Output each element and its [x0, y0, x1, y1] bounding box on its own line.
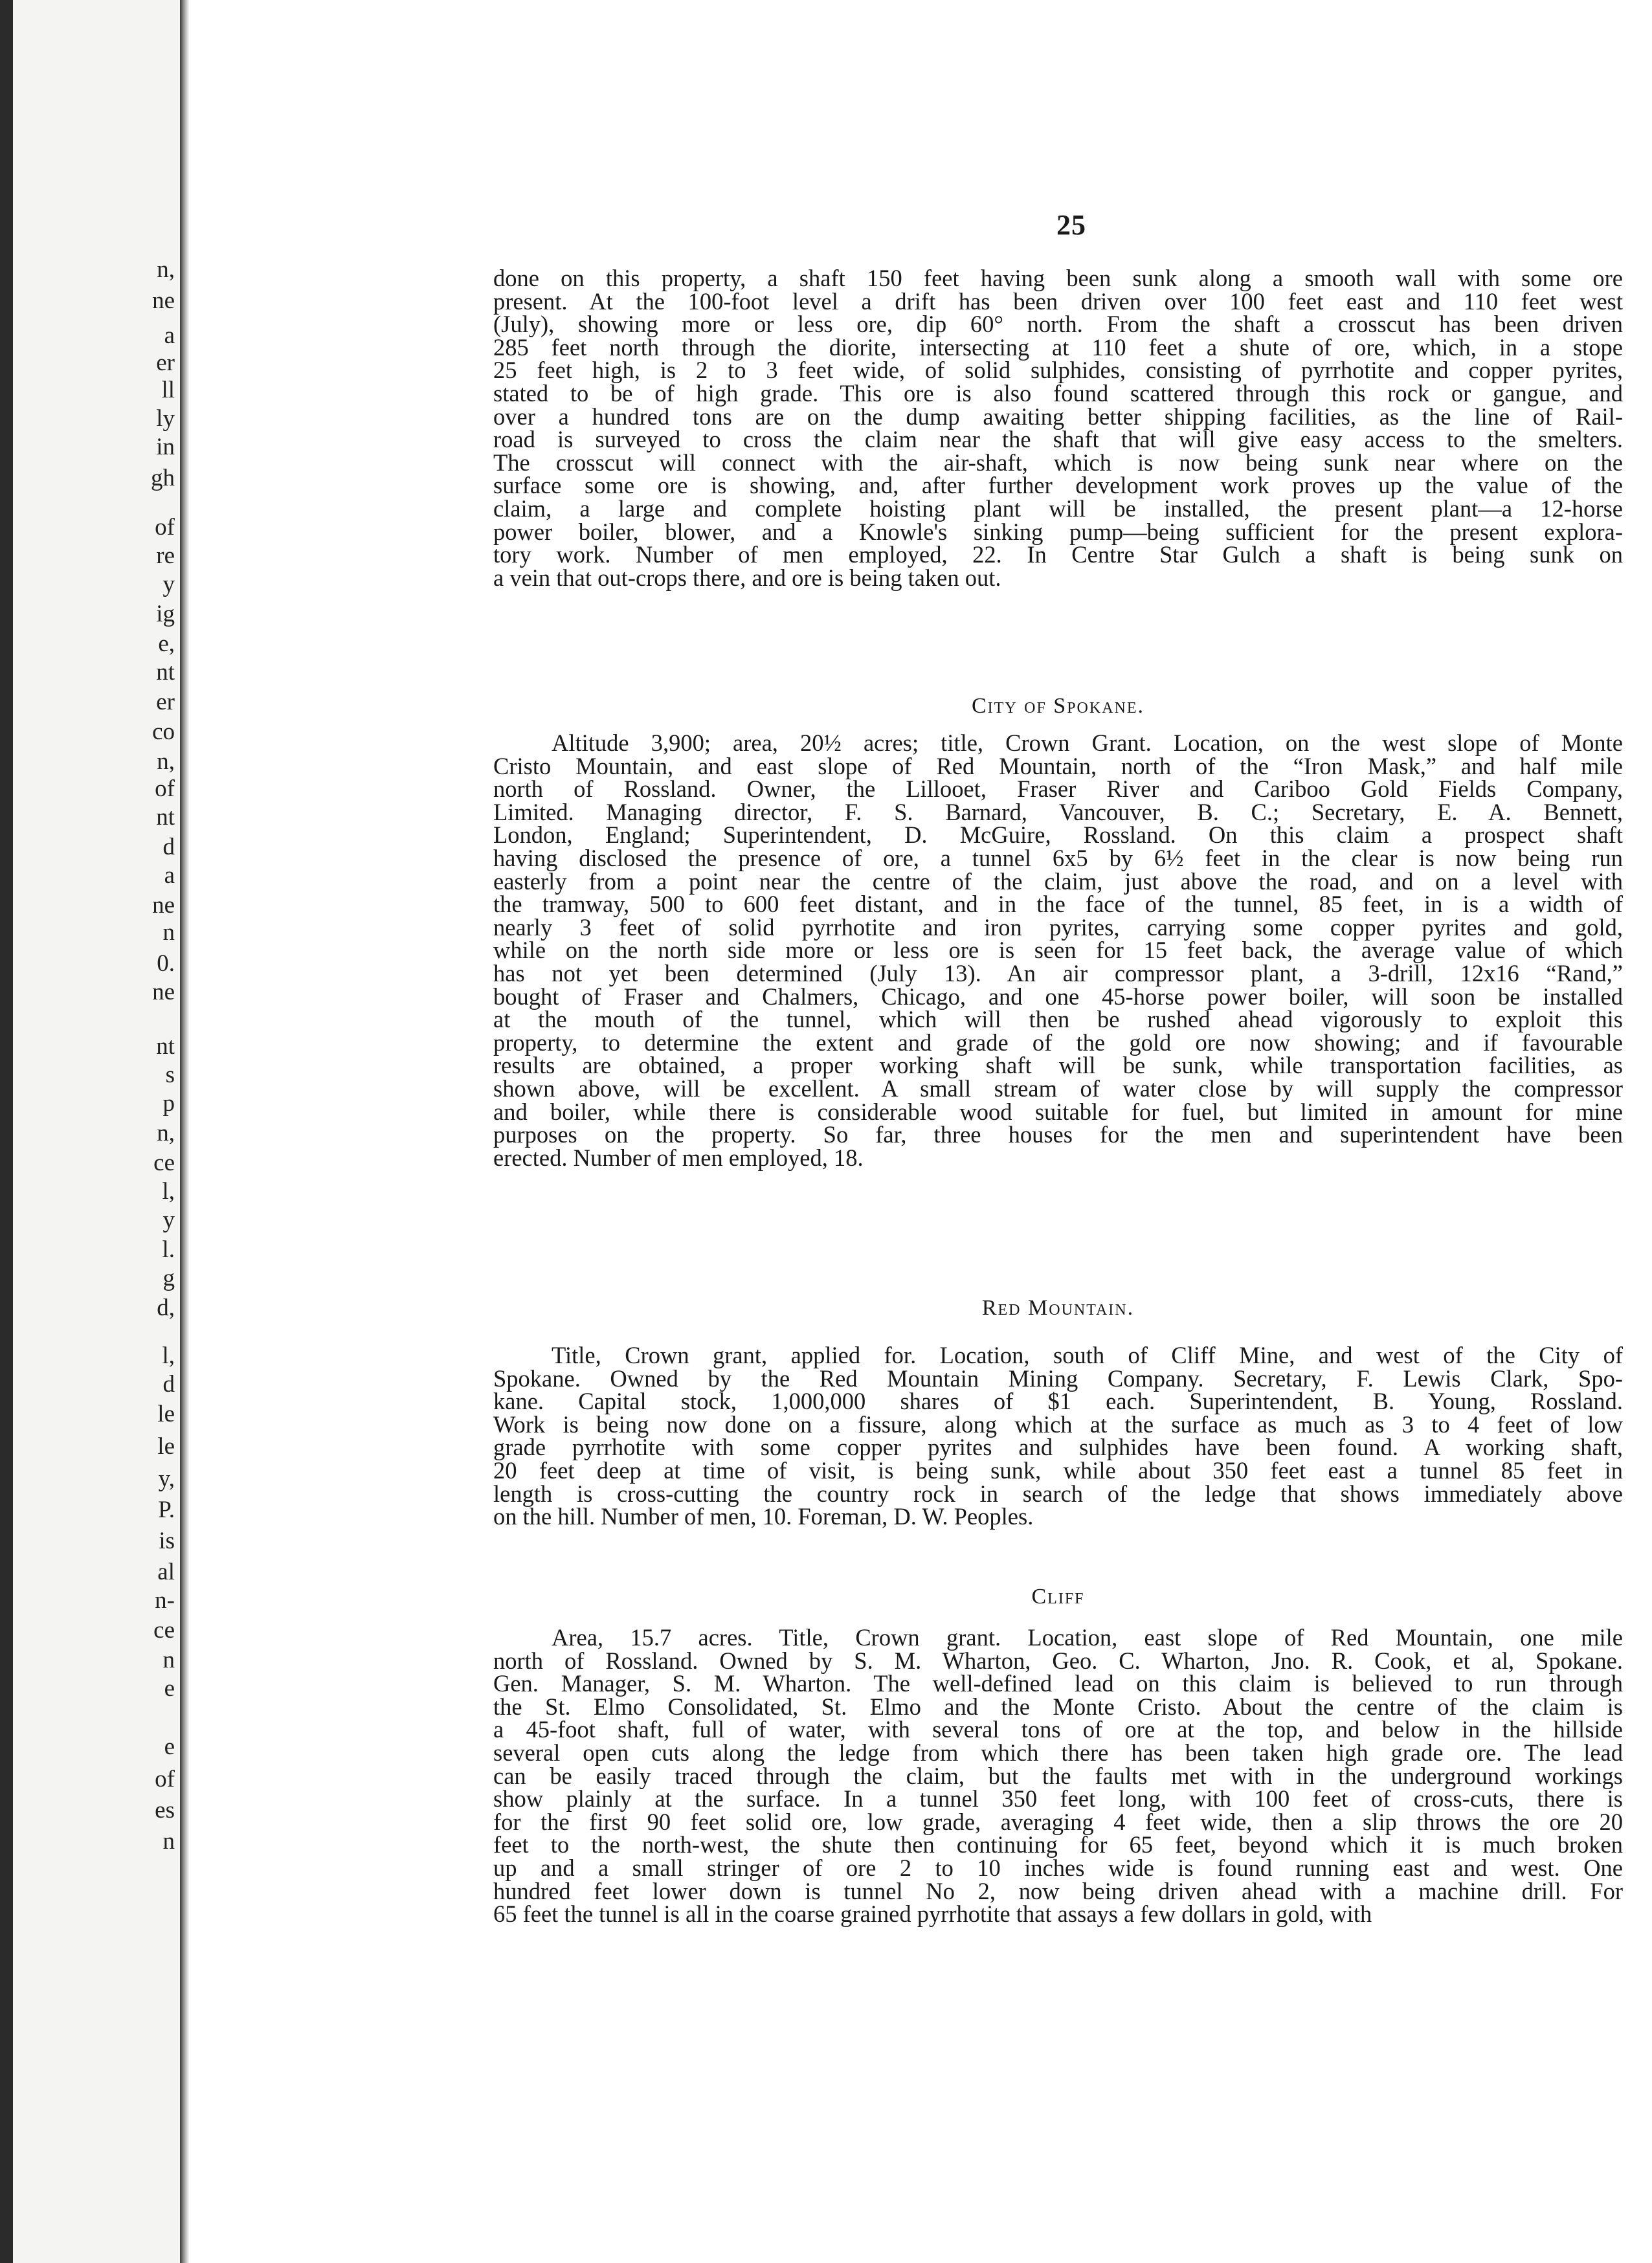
- text-line: kane. Capital stock, 1,000,000 shares of $1 each. Superintendent, B. Young, Rossland.: [493, 1388, 1623, 1415]
- text-line: easterly from a point near the centre of the claim, just above the road, and on a level with: [493, 867, 1623, 895]
- paragraph-city-of-spokane-continued: [493, 267, 1623, 589]
- text-line: can be easily traced through the claim, but the faults met with in the underground workings: [493, 1762, 1623, 1789]
- text-line: the tramway, 500 to 600 feet distant, and in the face of the tunnel, 85 feet, in is a width of: [493, 891, 1623, 918]
- adjacent-page-fragment: ne: [152, 979, 175, 1005]
- text-line: has not yet been determined (July 13). An air compressor plant, a 3-drill, 12x16 “Rand,”: [493, 959, 1623, 987]
- text-line: stated to be of high grade. This ore is also found scattered through this rock or gangue, and: [493, 379, 1623, 407]
- adjacent-page-fragment: e,: [158, 630, 175, 657]
- text-line: having disclosed the presence of ore, a tunnel 6x5 by 6½ feet in the clear is now being run: [493, 844, 1623, 871]
- text-line: 25 feet high, is 2 to 3 feet wide, of solid sulphides, consisting of pyrrhotite and copper pyrites,: [493, 357, 1623, 384]
- text-line: (July), showing more or less ore, dip 60° north. From the shaft a crosscut has been driven: [493, 311, 1623, 338]
- adjacent-page-fragment: y: [162, 571, 175, 597]
- adjacent-page-fragment: n: [162, 1647, 175, 1673]
- text-line: surface some ore is showing, and, after further development work proves up the value of the: [493, 472, 1623, 499]
- text-line: Gen. Manager, S. M. Wharton. The well-defined lead on this claim is believed to run through: [493, 1670, 1623, 1697]
- text-line: purposes on the property. So far, three houses for the men and superintendent have been: [493, 1121, 1623, 1148]
- paragraph-city-of-spokane: [493, 731, 1623, 1169]
- adjacent-page-fragment: a: [164, 322, 175, 349]
- adjacent-page-fragment: P.: [158, 1497, 175, 1523]
- section-heading-city-of-spokane: City of Spokane.: [971, 694, 1145, 718]
- adjacent-page-fragment: is: [159, 1528, 175, 1554]
- text-line: for the first 90 feet solid ore, low grade, averaging 4 feet wide, then a slip throws the ore 20: [493, 1808, 1623, 1835]
- adjacent-page-fragment: ig: [156, 601, 175, 627]
- text-line: a vein that out-crops there, and ore is being taken out.: [493, 564, 1001, 591]
- text-line: length is cross-cutting the country rock in search of the ledge that shows immediately above: [493, 1480, 1623, 1507]
- text-line: several open cuts along the ledge from which there has been taken high grade ore. The lead: [493, 1739, 1623, 1766]
- text-line: 285 feet north through the diorite, intersecting at 110 feet a shute of ore, which, in a stope: [493, 333, 1623, 361]
- adjacent-page-fragment: d,: [157, 1295, 175, 1321]
- paragraph-cliff: [493, 1626, 1623, 1926]
- text-line: present. At the 100-foot level a drift has been driven over 100 feet east and 110 feet west: [493, 287, 1623, 315]
- document-page: [189, 0, 1652, 2263]
- text-line: north of Rossland. Owner, the Lillooet, Fraser River and Cariboo Gold Fields Company,: [493, 775, 1623, 803]
- text-line: on the hill. Number of men, 10. Foreman, D. W. Peoples.: [493, 1503, 1034, 1530]
- text-line: claim, a large and complete hoisting plant will be installed, the present plant—a 12-horse: [493, 495, 1623, 522]
- page-number: 25: [1056, 209, 1086, 241]
- text-line: results are obtained, a proper working shaft will be sunk, while transportation facilities, as: [493, 1052, 1623, 1079]
- adjacent-page-fragment: nt: [156, 1033, 175, 1060]
- adjacent-page-fragment: a: [164, 862, 175, 889]
- text-line: and boiler, while there is considerable wood suitable for fuel, but limited in amount for mine: [493, 1098, 1623, 1125]
- adjacent-page-fragment: le: [157, 1401, 175, 1427]
- text-line: Cristo Mountain, and east slope of Red Mountain, north of the “Iron Mask,” and half mile: [493, 752, 1623, 779]
- adjacent-page-fragment: n-: [155, 1587, 175, 1614]
- text-line: Altitude 3,900; area, 20½ acres; title, Crown Grant. Location, on the west slope of Monte: [552, 730, 1623, 756]
- text-line: feet to the north-west, the shute then continuing for 65 feet, beyond which it is much broken: [493, 1831, 1623, 1858]
- section-heading-cliff: Cliff: [1031, 1585, 1085, 1609]
- adjacent-page-fragment: ll: [161, 377, 175, 403]
- adjacent-page-fragment: l,: [162, 1343, 175, 1369]
- adjacent-page: [13, 0, 180, 2263]
- adjacent-page-fragment: nt: [156, 659, 175, 686]
- adjacent-page-fragment: ly: [156, 405, 175, 432]
- text-line: bought of Fraser and Chalmers, Chicago, and one 45-horse power boiler, will soon be installed: [493, 983, 1623, 1010]
- adjacent-page-fragment: co: [152, 719, 175, 745]
- section-heading-red-mountain: Red Mountain.: [981, 1296, 1135, 1320]
- text-line: a 45-foot shaft, full of water, with several tons of ore at the top, and below in the hillside: [493, 1716, 1623, 1743]
- text-line: the St. Elmo Consolidated, St. Elmo and the Monte Cristo. About the centre of the claim is: [493, 1693, 1623, 1720]
- adjacent-page-fragment: ne: [152, 287, 175, 314]
- adjacent-page-fragment: al: [157, 1559, 175, 1585]
- adjacent-page-fragment: n: [162, 1828, 175, 1855]
- text-line: The crosscut will connect with the air-shaft, which is now being sunk near where on the: [493, 449, 1623, 476]
- adjacent-page-fragment: l.: [162, 1236, 175, 1263]
- adjacent-page-fragment: of: [155, 514, 175, 541]
- text-line: nearly 3 feet of solid pyrrhotite and iron pyrites, carrying some copper pyrites and gold,: [493, 913, 1623, 941]
- text-line: Area, 15.7 acres. Title, Crown grant. Location, east slope of Red Mountain, one mile: [552, 1624, 1623, 1651]
- text-line: power boiler, blower, and a Knowle's sinking pump—being sufficient for the present explora-: [493, 518, 1623, 545]
- adjacent-page-fragment: s: [165, 1062, 175, 1088]
- paragraph-red-mountain: [493, 1344, 1623, 1528]
- adjacent-page-fragment: n,: [157, 1120, 175, 1146]
- text-line: done on this property, a shaft 150 feet having been sunk along a smooth wall with some ore: [493, 265, 1623, 291]
- text-line: up and a small stringer of ore 2 to 10 inches wide is found running east and west. One: [493, 1854, 1623, 1881]
- adjacent-page-fragment: n,: [157, 256, 175, 283]
- adjacent-page-fragment: er: [156, 350, 175, 376]
- text-line: Work is being now done on a fissure, along which at the surface as much as 3 to 4 feet of low: [493, 1410, 1623, 1438]
- text-line: Title, Crown grant, applied for. Location, south of Cliff Mine, and west of the City of: [552, 1342, 1623, 1368]
- adjacent-page-fragment: p: [162, 1090, 175, 1117]
- text-line: at the mouth of the tunnel, which will then be rushed ahead vigorously to exploit this: [493, 1006, 1623, 1033]
- adjacent-page-fragment: 0.: [157, 950, 175, 977]
- adjacent-page-fragment: ne: [152, 892, 175, 919]
- adjacent-page-fragment: ce: [153, 1617, 175, 1644]
- text-line: Limited. Managing director, F. S. Barnard, Vancouver, B. C.; Secretary, E. A. Bennett,: [493, 798, 1623, 825]
- adjacent-page-fragment: y,: [158, 1466, 175, 1492]
- adjacent-page-fragment: y: [162, 1207, 175, 1233]
- text-line: grade pyrrhotite with some copper pyrites and sulphides have been found. A working shaft,: [493, 1434, 1623, 1461]
- adjacent-page-fragment: e: [164, 1733, 175, 1760]
- adjacent-page-fragment: d: [162, 1371, 175, 1398]
- text-line: tory work. Number of men employed, 22. In Centre Star Gulch a shaft is being sunk on: [493, 541, 1623, 568]
- text-line: over a hundred tons are on the dump awaiting better shipping facilities, as the line of Rail-: [493, 403, 1623, 430]
- adjacent-page-fragment: n,: [157, 748, 175, 775]
- adjacent-page-fragment: e: [164, 1675, 175, 1702]
- scan-edge: [0, 0, 13, 2263]
- text-line: 20 feet deep at time of visit, is being sunk, while about 350 feet east a tunnel 85 feet in: [493, 1456, 1623, 1484]
- text-line: road is surveyed to cross the claim near the shaft that will give easy access to the smelters.: [493, 426, 1623, 453]
- text-line: London, England; Superintendent, D. McGuire, Rossland. On this claim a prospect shaft: [493, 821, 1623, 849]
- adjacent-page-fragment: es: [155, 1797, 175, 1823]
- text-line: erected. Number of men employed, 18.: [493, 1144, 864, 1171]
- text-line: property, to determine the extent and grade of the gold ore now showing; and if favourable: [493, 1029, 1623, 1056]
- adjacent-page-fragment: n: [162, 919, 175, 946]
- adjacent-page-fragment: g: [162, 1265, 175, 1291]
- text-line: show plainly at the surface. In a tunnel 350 feet long, with 100 feet of cross-cuts, there is: [493, 1785, 1623, 1812]
- text-line: shown above, will be excellent. A small stream of water close by will supply the compressor: [493, 1075, 1623, 1102]
- text-line: hundred feet lower down is tunnel No 2, now being driven ahead with a machine drill. For: [493, 1877, 1623, 1904]
- text-line: while on the north side more or less ore is seen for 15 feet back, the average value of which: [493, 937, 1623, 964]
- text-line: Spokane. Owned by the Red Mountain Mining Company. Secretary, F. Lewis Clark, Spo-: [493, 1365, 1623, 1392]
- adjacent-page-fragment: er: [156, 689, 175, 715]
- text-line: 65 feet the tunnel is all in the coarse grained pyrrhotite that assays a few dollars in gold, with: [493, 1901, 1372, 1928]
- text-line: north of Rossland. Owned by S. M. Wharton, Geo. C. Wharton, Jno. R. Cook, et al, Spokane.: [493, 1647, 1623, 1674]
- page-gutter: [180, 0, 189, 2263]
- adjacent-page-fragment: le: [157, 1433, 175, 1460]
- adjacent-page-fragment: d: [162, 834, 175, 860]
- adjacent-page-fragment: of: [155, 775, 175, 802]
- adjacent-page-fragment: ce: [153, 1150, 175, 1176]
- adjacent-page-fragment: in: [156, 434, 175, 460]
- adjacent-page-fragment: l,: [162, 1178, 175, 1205]
- adjacent-page-fragment: of: [155, 1766, 175, 1792]
- adjacent-page-fragment: nt: [156, 804, 175, 831]
- adjacent-page-fragment: re: [156, 542, 175, 569]
- adjacent-page-fragment: gh: [151, 465, 175, 491]
